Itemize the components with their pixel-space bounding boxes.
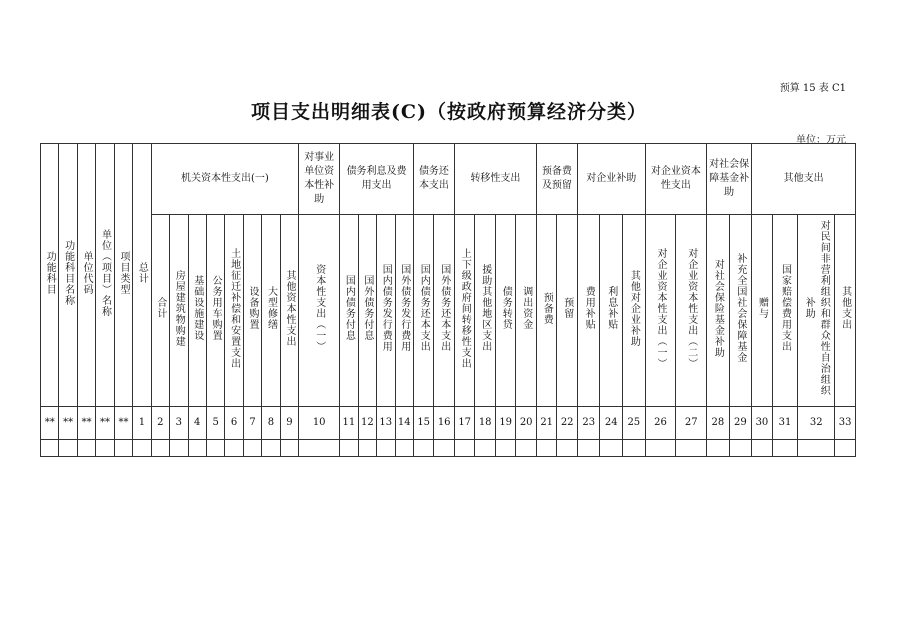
sub-col-head: 大型修缮 <box>262 215 280 407</box>
group-head-10: 其他支出 <box>752 144 856 215</box>
empty-cell[interactable] <box>340 440 358 457</box>
sub-col-head: 资本性支出（一） <box>299 215 340 407</box>
sub-col-head: 对民间非营利组织和群众性自治组织补助 <box>798 215 835 407</box>
group-head-4: 债务还本支出 <box>413 144 454 215</box>
form-code: 预算 15 表 C1 <box>779 83 846 94</box>
empty-cell[interactable] <box>395 440 413 457</box>
empty-cell[interactable] <box>59 440 77 457</box>
group-head-9: 对社会保障基金补助 <box>707 144 752 215</box>
col-number: 23 <box>577 407 600 440</box>
sub-col-head: 其他资本性支出 <box>280 215 299 407</box>
col-number: 11 <box>340 407 358 440</box>
col-number: 1 <box>133 407 151 440</box>
empty-cell[interactable] <box>475 440 496 457</box>
sub-col-head: 上下级政府间转移性支出 <box>454 215 475 407</box>
col-head-1: 功能科目 <box>41 144 59 407</box>
empty-cell[interactable] <box>536 440 557 457</box>
group-head-1: 机关资本性支出(一) <box>151 144 299 215</box>
sub-col-head: 利息补贴 <box>600 215 623 407</box>
col-number: 12 <box>358 407 376 440</box>
sub-col-head: 国家赔偿费用支出 <box>772 215 798 407</box>
star-cell: ** <box>41 407 59 440</box>
empty-cell[interactable] <box>262 440 280 457</box>
star-cell: ** <box>59 407 77 440</box>
empty-cell[interactable] <box>243 440 261 457</box>
sub-col-head: 预留 <box>557 215 578 407</box>
col-number: 20 <box>516 407 537 440</box>
sub-col-head: 设备购置 <box>243 215 261 407</box>
empty-cell[interactable] <box>454 440 475 457</box>
sub-col-head: 对企业资本性支出（一） <box>645 215 676 407</box>
col-number: 16 <box>434 407 455 440</box>
group-head-6: 预备费及预留 <box>536 144 577 215</box>
sub-col-head: 土地征迁补偿和安置支出 <box>225 215 243 407</box>
empty-cell[interactable] <box>835 440 856 457</box>
sub-col-head: 基础设施建设 <box>188 215 206 407</box>
empty-cell[interactable] <box>413 440 434 457</box>
star-cell: ** <box>114 407 132 440</box>
sub-col-head: 国外债务付息 <box>358 215 376 407</box>
empty-cell[interactable] <box>41 440 59 457</box>
group-head-7: 对企业补助 <box>577 144 645 215</box>
empty-cell[interactable] <box>798 440 835 457</box>
empty-cell[interactable] <box>377 440 395 457</box>
col-number: 5 <box>206 407 224 440</box>
empty-cell[interactable] <box>577 440 600 457</box>
empty-data-row <box>41 440 856 457</box>
col-number: 2 <box>151 407 169 440</box>
empty-cell[interactable] <box>729 440 752 457</box>
sub-col-head: 国外债务发行费用 <box>395 215 413 407</box>
sub-col-head: 其他对企业补助 <box>623 215 646 407</box>
empty-cell[interactable] <box>188 440 206 457</box>
unit-label: 单位：万元 <box>796 135 846 146</box>
empty-cell[interactable] <box>623 440 646 457</box>
sub-col-head: 合计 <box>151 215 169 407</box>
group-head-8: 对企业资本性支出 <box>645 144 707 215</box>
sub-col-head: 国内债务还本支出 <box>413 215 434 407</box>
col-number: 10 <box>299 407 340 440</box>
header-row-groups <box>41 144 856 215</box>
col-number: 17 <box>454 407 475 440</box>
col-number: 33 <box>835 407 856 440</box>
sub-col-head: 国外债务还本支出 <box>434 215 455 407</box>
sub-col-head: 赠与 <box>752 215 773 407</box>
sub-col-head: 国内债务发行费用 <box>377 215 395 407</box>
header-row-columns <box>41 215 856 407</box>
sub-col-head: 国内债务付息 <box>340 215 358 407</box>
page-title: 项目支出明细表(C)（按政府预算经济分类） <box>250 101 648 123</box>
star-cell: ** <box>96 407 114 440</box>
empty-cell[interactable] <box>114 440 132 457</box>
empty-cell[interactable] <box>96 440 114 457</box>
col-number: 30 <box>752 407 773 440</box>
empty-cell[interactable] <box>133 440 151 457</box>
empty-cell[interactable] <box>280 440 299 457</box>
empty-cell[interactable] <box>772 440 798 457</box>
col-head-4: 单位（项目）名称 <box>96 144 114 407</box>
col-head-3: 单位代码 <box>77 144 95 407</box>
col-number: 29 <box>729 407 752 440</box>
col-number: 14 <box>395 407 413 440</box>
col-head-2: 功能科目名称 <box>59 144 77 407</box>
sub-col-head: 公务用车购置 <box>206 215 224 407</box>
sub-col-head: 对社会保险基金补助 <box>707 215 730 407</box>
sub-col-head: 补充全国社会保障基金 <box>729 215 752 407</box>
empty-cell[interactable] <box>707 440 730 457</box>
empty-cell[interactable] <box>77 440 95 457</box>
col-number: 13 <box>377 407 395 440</box>
sub-col-head: 预备费 <box>536 215 557 407</box>
empty-cell[interactable] <box>358 440 376 457</box>
col-number: 27 <box>676 407 707 440</box>
sub-col-head: 其他支出 <box>835 215 856 407</box>
col-number: 28 <box>707 407 730 440</box>
sub-col-head: 房屋建筑物购建 <box>170 215 188 407</box>
col-number: 9 <box>280 407 299 440</box>
col-number: 18 <box>475 407 496 440</box>
empty-cell[interactable] <box>434 440 455 457</box>
empty-cell[interactable] <box>645 440 676 457</box>
empty-cell[interactable] <box>752 440 773 457</box>
empty-cell[interactable] <box>676 440 707 457</box>
empty-cell[interactable] <box>170 440 188 457</box>
col-number: 7 <box>243 407 261 440</box>
col-number: 25 <box>623 407 646 440</box>
empty-cell[interactable] <box>600 440 623 457</box>
col-number: 26 <box>645 407 676 440</box>
col-number: 8 <box>262 407 280 440</box>
col-number: 22 <box>557 407 578 440</box>
group-head-2: 对事业单位资本性补助 <box>299 144 340 215</box>
col-number: 32 <box>798 407 835 440</box>
sub-col-head: 债务转贷 <box>495 215 516 407</box>
empty-cell[interactable] <box>299 440 340 457</box>
column-number-row <box>41 407 856 440</box>
col-head-6: 总计 <box>133 144 151 407</box>
col-number: 15 <box>413 407 434 440</box>
empty-cell[interactable] <box>557 440 578 457</box>
col-number: 3 <box>170 407 188 440</box>
col-number: 24 <box>600 407 623 440</box>
sub-col-head: 援助其他地区支出 <box>475 215 496 407</box>
col-number: 19 <box>495 407 516 440</box>
empty-cell[interactable] <box>206 440 224 457</box>
star-cell: ** <box>77 407 95 440</box>
col-head-5: 项目类型 <box>114 144 132 407</box>
sub-col-head: 调出资金 <box>516 215 537 407</box>
group-head-5: 转移性支出 <box>454 144 536 215</box>
col-number: 21 <box>536 407 557 440</box>
expenditure-table <box>40 143 856 457</box>
group-head-3: 债务利息及费用支出 <box>340 144 414 215</box>
col-number: 6 <box>225 407 243 440</box>
empty-cell[interactable] <box>151 440 169 457</box>
col-number: 31 <box>772 407 798 440</box>
col-number: 4 <box>188 407 206 440</box>
sub-col-head: 费用补贴 <box>577 215 600 407</box>
sub-col-head: 对企业资本性支出（二） <box>676 215 707 407</box>
empty-cell[interactable] <box>516 440 537 457</box>
empty-cell[interactable] <box>495 440 516 457</box>
empty-cell[interactable] <box>225 440 243 457</box>
